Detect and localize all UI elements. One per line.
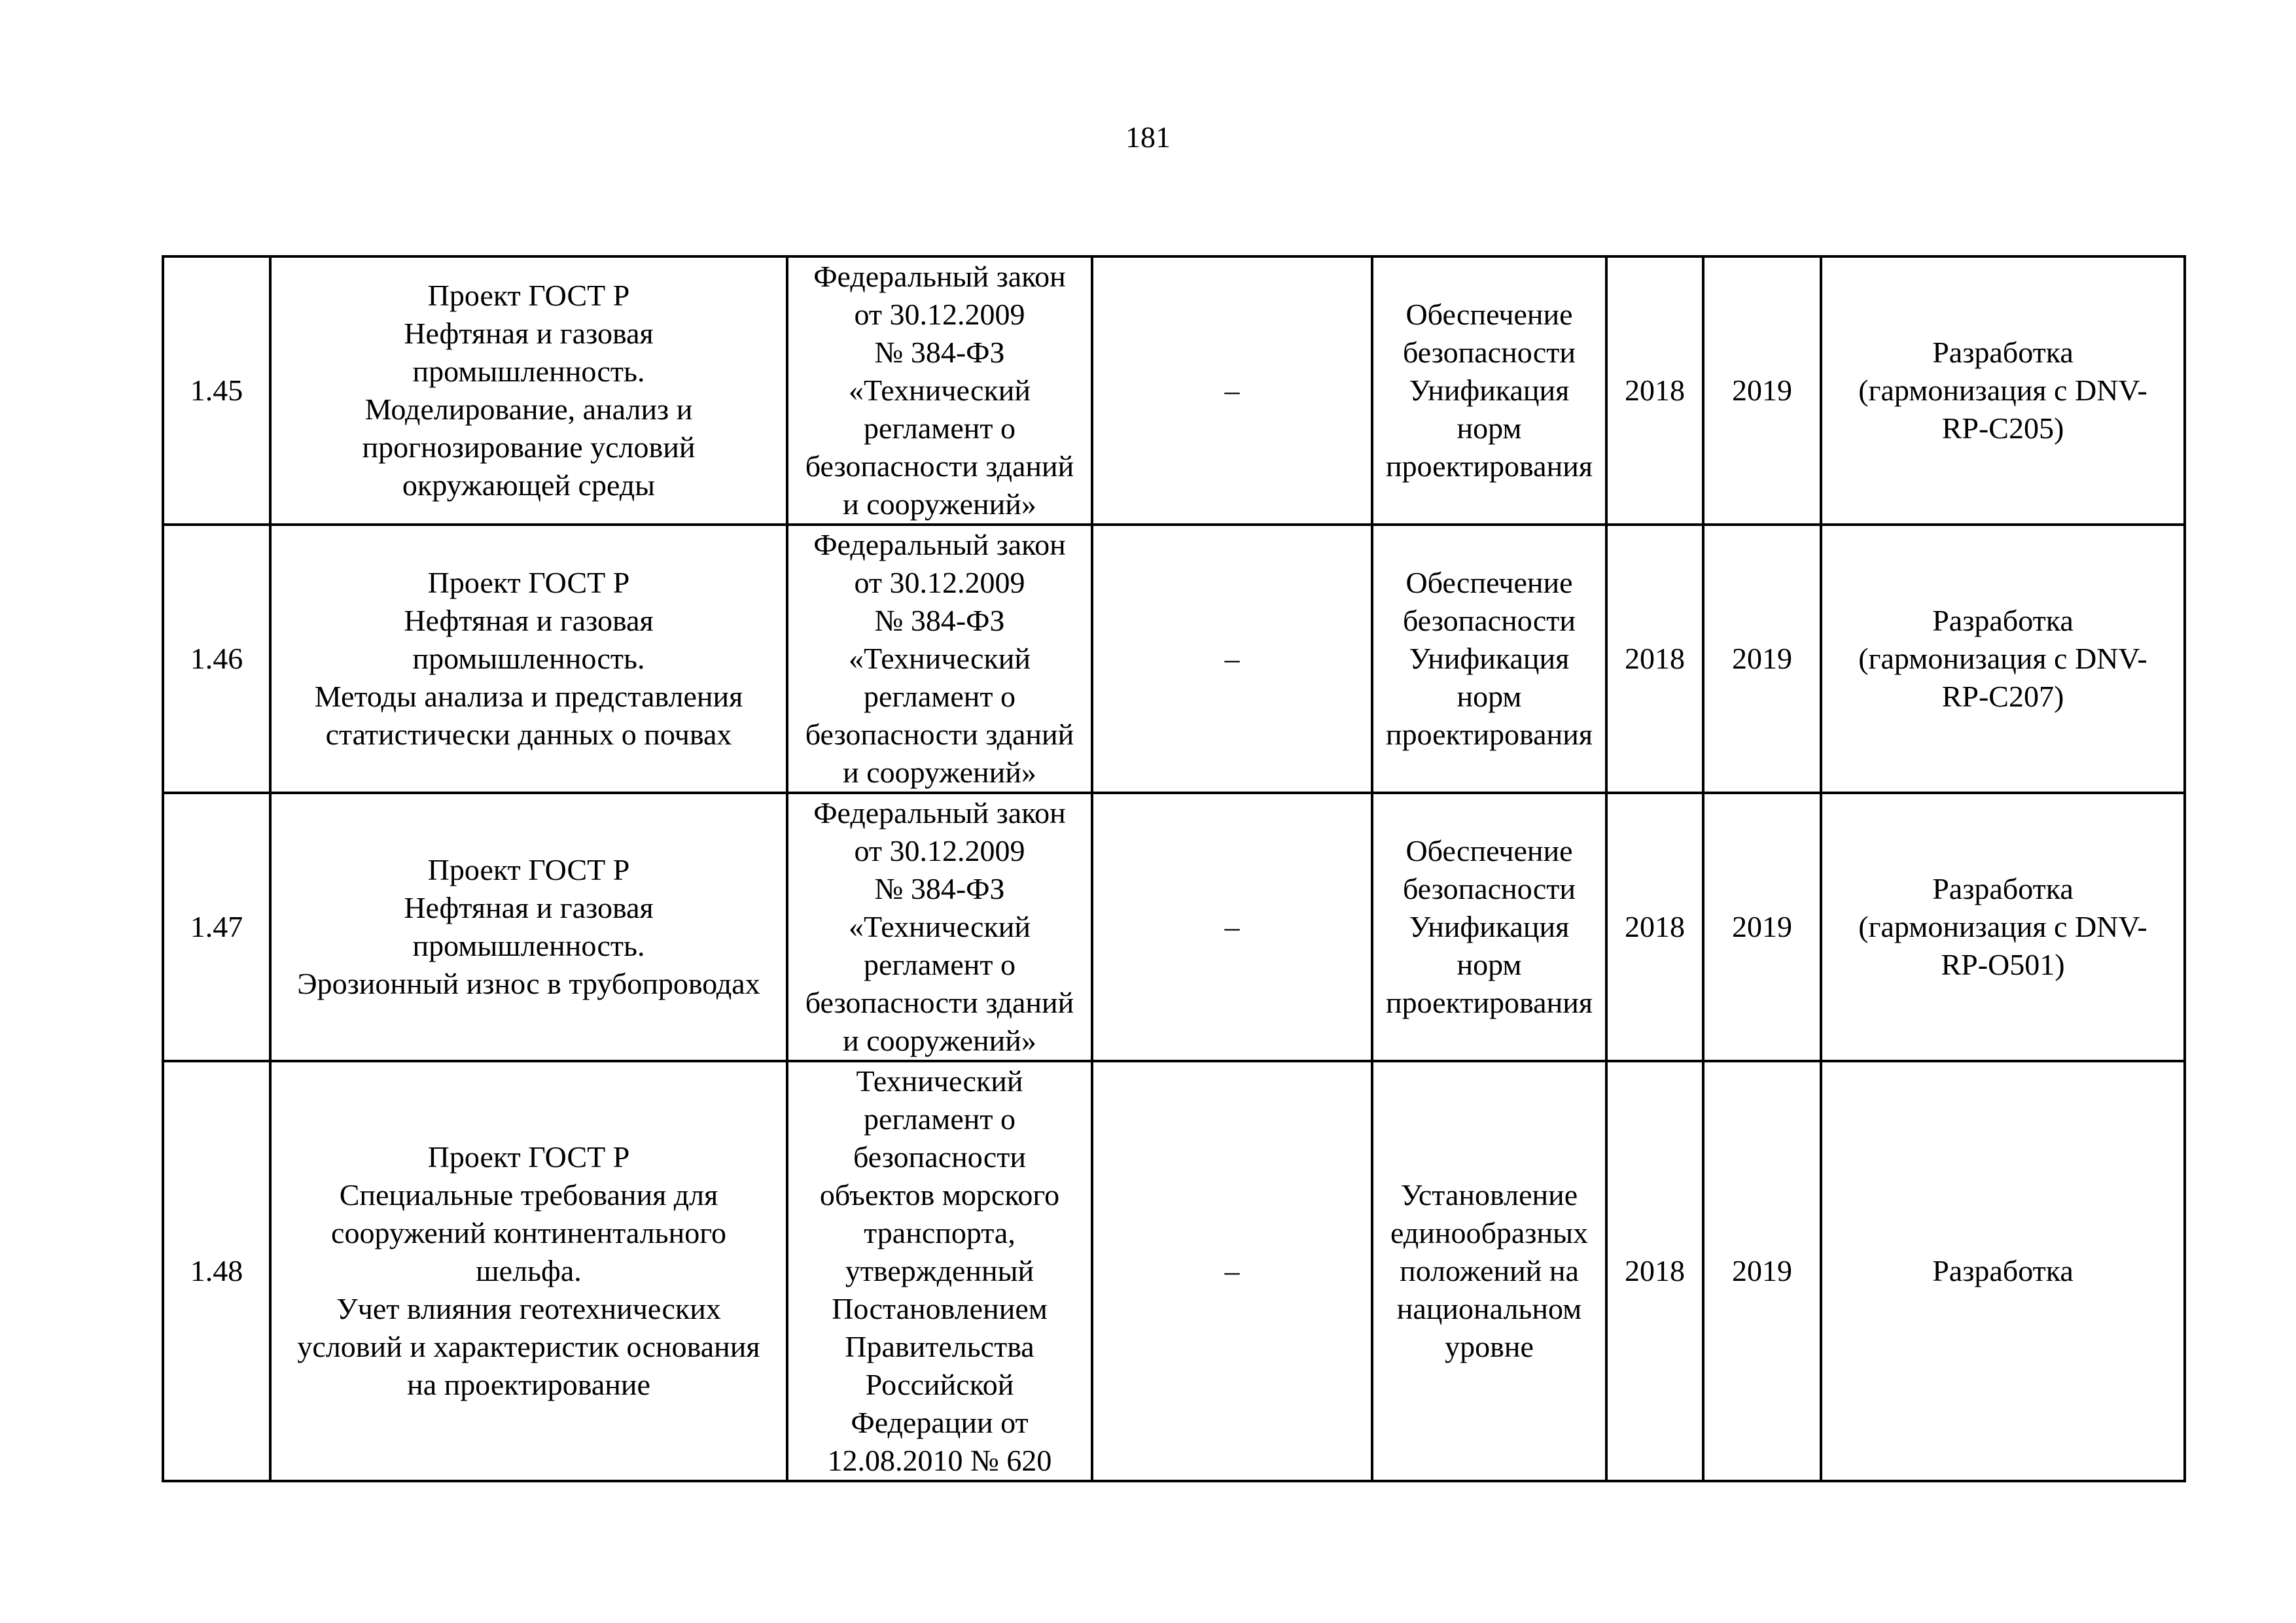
row-work-type: Разработка (гармонизация с DNV- RP-C205) — [1821, 256, 2185, 525]
row-number: 1.47 — [163, 793, 270, 1061]
row-goal: Обеспечение безопасности Унификация норм проектирования — [1372, 793, 1606, 1061]
row-goal: Обеспечение безопасности Унификация норм проектирования — [1372, 256, 1606, 525]
row-end-year: 2019 — [1703, 1061, 1821, 1481]
row-basis: Федеральный закон от 30.12.2009 № 384-ФЗ «Технический регламент о безопасности зданий и сооружений» — [787, 525, 1092, 793]
row-title: Проект ГОСТ Р Нефтяная и газовая промышленность. Эрозионный износ в трубопроводах — [270, 793, 787, 1061]
row-start-year: 2018 — [1606, 793, 1703, 1061]
row-goal: Обеспечение безопасности Унификация норм проектирования — [1372, 525, 1606, 793]
row-work-type: Разработка (гармонизация с DNV- RP-O501) — [1821, 793, 2185, 1061]
row-basis: Федеральный закон от 30.12.2009 № 384-ФЗ «Технический регламент о безопасности зданий и сооружений» — [787, 793, 1092, 1061]
row-work-type: Разработка — [1821, 1061, 2185, 1481]
table-row — [163, 1061, 2185, 1481]
row-start-year: 2018 — [1606, 256, 1703, 525]
table-row — [163, 525, 2185, 793]
table-row — [163, 793, 2185, 1061]
row-number: 1.45 — [163, 256, 270, 525]
row-end-year: 2019 — [1703, 793, 1821, 1061]
row-number: 1.48 — [163, 1061, 270, 1481]
row-basis: Федеральный закон от 30.12.2009 № 384-ФЗ «Технический регламент о безопасности зданий и сооружений» — [787, 256, 1092, 525]
row-dash: – — [1092, 256, 1372, 525]
row-goal: Установление единообразных положений на национальном уровне — [1372, 1061, 1606, 1481]
row-title: Проект ГОСТ Р Специальные требования для сооружений континентального шельфа. Учет влияния геотехнических условий и характеристик основания на проектирование — [270, 1061, 787, 1481]
row-end-year: 2019 — [1703, 525, 1821, 793]
standards-table — [162, 255, 2186, 1482]
row-basis: Технический регламент о безопасности объектов морского транспорта, утвержденный Постановлением Правительства Российской Федерации от 12.08.2010 № 620 — [787, 1061, 1092, 1481]
row-dash: – — [1092, 1061, 1372, 1481]
row-start-year: 2018 — [1606, 525, 1703, 793]
row-start-year: 2018 — [1606, 1061, 1703, 1481]
row-title: Проект ГОСТ Р Нефтяная и газовая промышленность. Методы анализа и представления статистически данных о почвах — [270, 525, 787, 793]
row-work-type: Разработка (гармонизация с DNV- RP-C207) — [1821, 525, 2185, 793]
row-dash: – — [1092, 525, 1372, 793]
row-number: 1.46 — [163, 525, 270, 793]
page-number: 181 — [1125, 120, 1171, 154]
row-dash: – — [1092, 793, 1372, 1061]
row-end-year: 2019 — [1703, 256, 1821, 525]
row-title: Проект ГОСТ Р Нефтяная и газовая промышленность. Моделирование, анализ и прогнозирование условий окружающей среды — [270, 256, 787, 525]
table-row — [163, 256, 2185, 525]
